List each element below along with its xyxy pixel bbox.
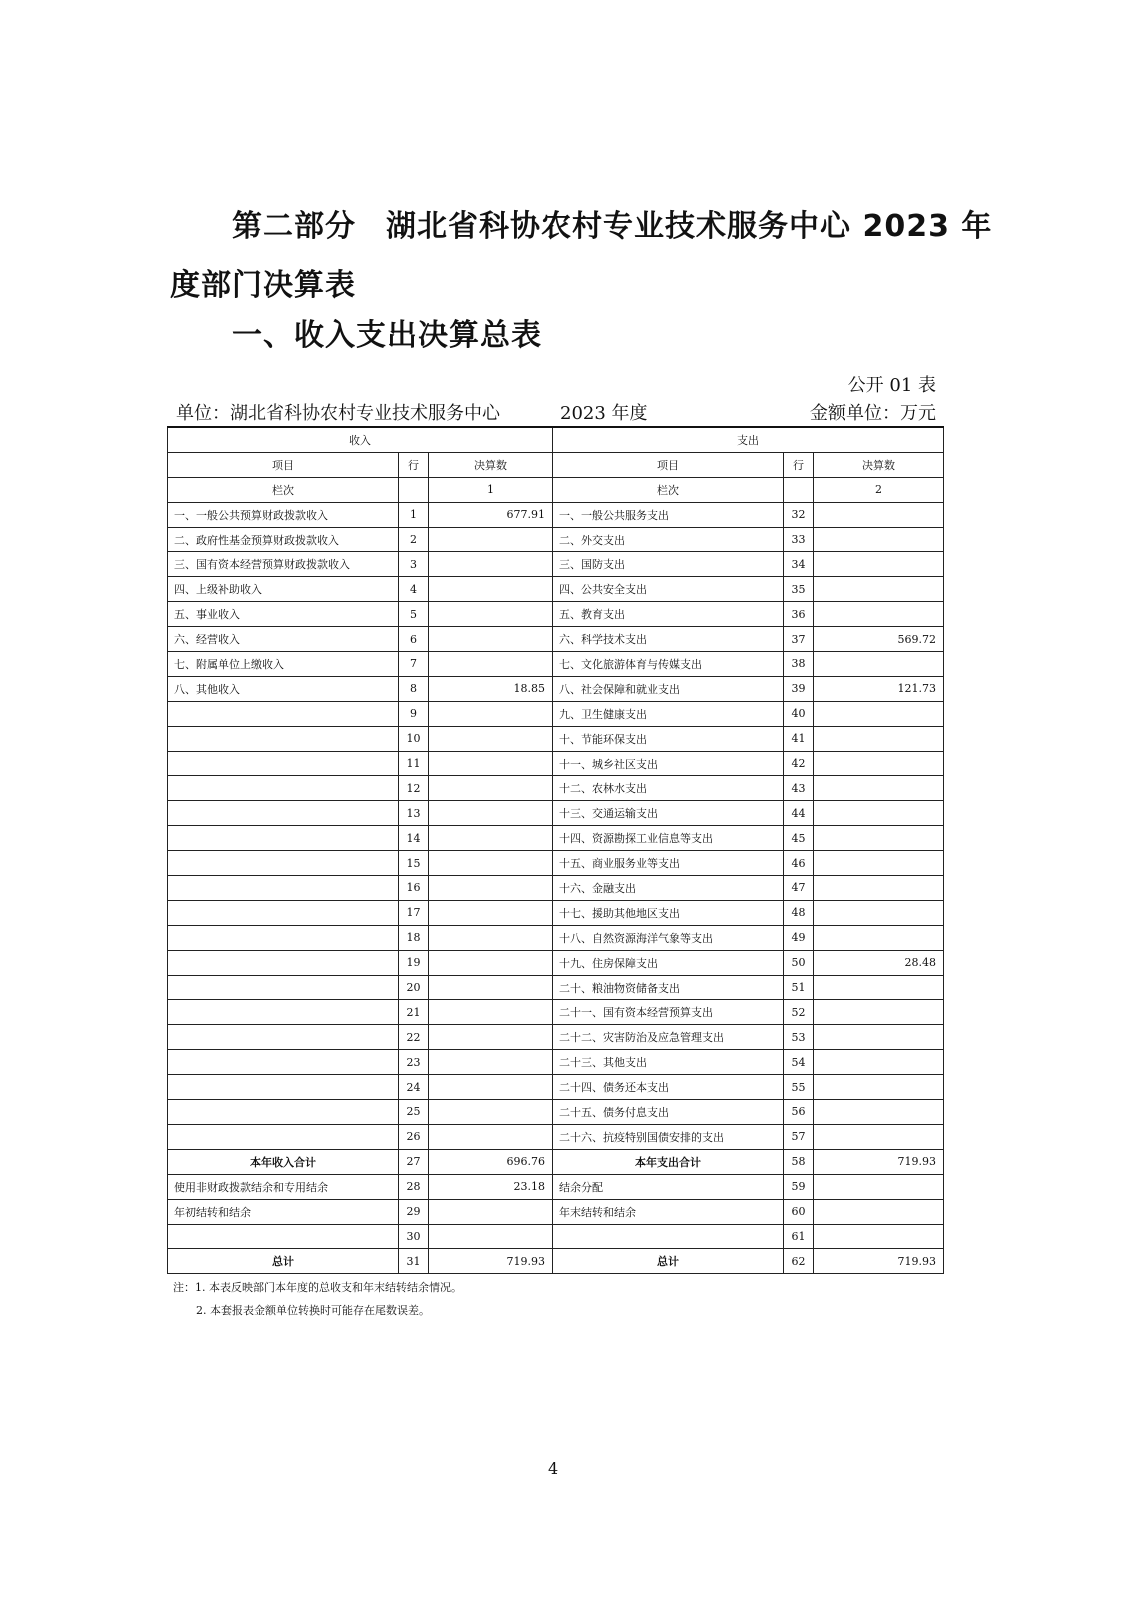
section-title: 一、收入支出决算总表 xyxy=(232,318,542,353)
income-item-cell: 四、上级补助收入 xyxy=(168,577,399,602)
income-line-cell: 12 xyxy=(399,776,429,801)
expense-amount-cell: 719.93 xyxy=(814,1149,944,1174)
table-row xyxy=(168,1199,944,1224)
table-row xyxy=(168,975,944,1000)
income-amount-cell xyxy=(429,726,553,751)
expense-item-cell: 二十五、债务付息支出 xyxy=(553,1100,784,1125)
income-line-cell: 19 xyxy=(399,950,429,975)
table-meta xyxy=(176,399,936,423)
income-order-label: 栏次 xyxy=(168,477,399,502)
expense-amount-cell xyxy=(814,801,944,826)
income-amount-cell xyxy=(429,577,553,602)
income-amount-cell: 677.91 xyxy=(429,502,553,527)
income-amount-cell: 719.93 xyxy=(429,1249,553,1274)
expense-line-cell: 47 xyxy=(784,876,814,901)
income-line-cell: 21 xyxy=(399,1000,429,1025)
expense-line-cell: 52 xyxy=(784,1000,814,1025)
income-amount-cell xyxy=(429,851,553,876)
expense-line-header: 行 xyxy=(784,452,814,477)
expense-amount-cell xyxy=(814,1174,944,1199)
income-item-cell: 本年收入合计 xyxy=(168,1149,399,1174)
expense-line-cell: 40 xyxy=(784,701,814,726)
income-line-cell: 5 xyxy=(399,602,429,627)
expense-amount-cell xyxy=(814,502,944,527)
expense-line-cell: 59 xyxy=(784,1174,814,1199)
income-amount-cell xyxy=(429,1075,553,1100)
income-line-cell: 4 xyxy=(399,577,429,602)
expense-item-cell: 二十二、灾害防治及应急管理支出 xyxy=(553,1025,784,1050)
income-item-cell: 三、国有资本经营预算财政拨款收入 xyxy=(168,552,399,577)
table-row xyxy=(168,527,944,552)
expense-amount-cell xyxy=(814,1199,944,1224)
table-row xyxy=(168,851,944,876)
expense-item-cell: 十一、城乡社区支出 xyxy=(553,751,784,776)
expense-line-cell: 42 xyxy=(784,751,814,776)
income-item-cell xyxy=(168,925,399,950)
income-item-cell xyxy=(168,1100,399,1125)
expense-item-cell: 十五、商业服务业等支出 xyxy=(553,851,784,876)
expense-line-cell: 44 xyxy=(784,801,814,826)
income-item-cell xyxy=(168,851,399,876)
expense-amount-cell xyxy=(814,527,944,552)
expense-line-cell: 54 xyxy=(784,1050,814,1075)
income-amount-cell xyxy=(429,1124,553,1149)
table-column-header xyxy=(168,452,944,477)
expense-item-cell: 六、科学技术支出 xyxy=(553,627,784,652)
table-row xyxy=(168,1100,944,1125)
expense-line-cell: 45 xyxy=(784,826,814,851)
income-item-cell: 总计 xyxy=(168,1249,399,1274)
income-line-cell: 3 xyxy=(399,552,429,577)
income-amount-cell xyxy=(429,1224,553,1249)
expense-amount-cell: 569.72 xyxy=(814,627,944,652)
income-amount-cell xyxy=(429,552,553,577)
money-unit-label: 金额单位：万元 xyxy=(810,403,936,424)
expense-line-cell: 49 xyxy=(784,925,814,950)
expense-line-cell: 60 xyxy=(784,1199,814,1224)
table-row xyxy=(168,1124,944,1149)
expense-order-label: 栏次 xyxy=(553,477,784,502)
unit-label: 单位：湖北省科协农村专业技术服务中心 xyxy=(176,403,500,424)
expense-item-cell: 二十四、债务还本支出 xyxy=(553,1075,784,1100)
expense-item-cell: 二、外交支出 xyxy=(553,527,784,552)
table-group-header xyxy=(168,427,944,452)
expense-line-cell: 43 xyxy=(784,776,814,801)
income-item-cell xyxy=(168,1025,399,1050)
table-row xyxy=(168,1025,944,1050)
expense-amount-cell xyxy=(814,1124,944,1149)
expense-amount-cell xyxy=(814,1000,944,1025)
income-item-cell: 八、其他收入 xyxy=(168,676,399,701)
income-expense-table xyxy=(167,426,944,1274)
table-row xyxy=(168,552,944,577)
income-item-cell xyxy=(168,876,399,901)
income-line-cell: 28 xyxy=(399,1174,429,1199)
table-row xyxy=(168,1149,944,1174)
income-line-cell: 16 xyxy=(399,876,429,901)
expense-item-cell: 总计 xyxy=(553,1249,784,1274)
expense-item-cell: 二十六、抗疫特别国债安排的支出 xyxy=(553,1124,784,1149)
table-row xyxy=(168,627,944,652)
expense-line-cell: 33 xyxy=(784,527,814,552)
expense-amount-cell xyxy=(814,876,944,901)
income-item-cell: 七、附属单位上缴收入 xyxy=(168,652,399,677)
income-amount-cell xyxy=(429,1100,553,1125)
income-item-cell xyxy=(168,751,399,776)
table-row xyxy=(168,602,944,627)
income-amount-cell xyxy=(429,950,553,975)
income-amount-cell xyxy=(429,1199,553,1224)
table-row xyxy=(168,652,944,677)
table-row xyxy=(168,701,944,726)
expense-amount-cell xyxy=(814,577,944,602)
expense-amount-cell xyxy=(814,925,944,950)
income-amount-cell xyxy=(429,751,553,776)
expense-line-cell: 53 xyxy=(784,1025,814,1050)
income-item-cell xyxy=(168,900,399,925)
income-item-cell xyxy=(168,1050,399,1075)
income-line-cell: 18 xyxy=(399,925,429,950)
expense-line-cell: 34 xyxy=(784,552,814,577)
expense-line-cell: 38 xyxy=(784,652,814,677)
expense-line-cell: 56 xyxy=(784,1100,814,1125)
income-line-cell: 14 xyxy=(399,826,429,851)
income-line-cell: 25 xyxy=(399,1100,429,1125)
expense-amount-header: 决算数 xyxy=(814,452,944,477)
expense-line-cell: 61 xyxy=(784,1224,814,1249)
expense-line-cell: 50 xyxy=(784,950,814,975)
income-line-cell: 23 xyxy=(399,1050,429,1075)
expense-line-cell: 62 xyxy=(784,1249,814,1274)
year-label: 2023 年度 xyxy=(560,403,648,424)
expense-item-cell: 十四、资源勘探工业信息等支出 xyxy=(553,826,784,851)
expense-item-cell: 二十三、其他支出 xyxy=(553,1050,784,1075)
table-row xyxy=(168,1174,944,1199)
income-line-cell: 6 xyxy=(399,627,429,652)
income-line-cell: 26 xyxy=(399,1124,429,1149)
table-row xyxy=(168,876,944,901)
income-line-cell: 13 xyxy=(399,801,429,826)
table-row xyxy=(168,801,944,826)
income-line-cell: 1 xyxy=(399,502,429,527)
table-order-row xyxy=(168,477,944,502)
table-row xyxy=(168,1249,944,1274)
expense-item-cell: 结余分配 xyxy=(553,1174,784,1199)
income-line-cell: 11 xyxy=(399,751,429,776)
expense-amount-cell xyxy=(814,975,944,1000)
table-row xyxy=(168,726,944,751)
income-amount-cell: 23.18 xyxy=(429,1174,553,1199)
expense-group-header: 支出 xyxy=(553,427,944,452)
income-amount-cell xyxy=(429,826,553,851)
income-line-cell: 20 xyxy=(399,975,429,1000)
expense-line-cell: 36 xyxy=(784,602,814,627)
expense-amount-cell: 28.48 xyxy=(814,950,944,975)
expense-amount-cell xyxy=(814,826,944,851)
table-row xyxy=(168,676,944,701)
income-amount-cell xyxy=(429,701,553,726)
income-amount-cell xyxy=(429,602,553,627)
expense-amount-cell xyxy=(814,652,944,677)
income-order-line xyxy=(399,477,429,502)
income-amount-cell xyxy=(429,776,553,801)
income-amount-cell xyxy=(429,1050,553,1075)
income-line-cell: 31 xyxy=(399,1249,429,1274)
expense-item-cell: 本年支出合计 xyxy=(553,1149,784,1174)
expense-amount-cell xyxy=(814,726,944,751)
table-row xyxy=(168,776,944,801)
expense-item-cell xyxy=(553,1224,784,1249)
expense-line-cell: 37 xyxy=(784,627,814,652)
expense-amount-cell xyxy=(814,900,944,925)
income-amount-cell xyxy=(429,876,553,901)
note-1: 注：1. 本表反映部门本年度的总收支和年末结转结余情况。 xyxy=(173,1281,462,1294)
income-line-cell: 27 xyxy=(399,1149,429,1174)
income-line-cell: 8 xyxy=(399,676,429,701)
expense-amount-cell xyxy=(814,1050,944,1075)
income-item-cell xyxy=(168,726,399,751)
table-row xyxy=(168,900,944,925)
expense-line-cell: 35 xyxy=(784,577,814,602)
expense-item-cell: 七、文化旅游体育与传媒支出 xyxy=(553,652,784,677)
org-title: 湖北省科协农村专业技术服务中心 2023 年 xyxy=(386,209,993,244)
table-row xyxy=(168,950,944,975)
income-item-cell: 一、一般公共预算财政拨款收入 xyxy=(168,502,399,527)
income-item-header: 项目 xyxy=(168,452,399,477)
income-amount-cell xyxy=(429,1000,553,1025)
income-group-header: 收入 xyxy=(168,427,553,452)
income-item-cell: 二、政府性基金预算财政拨款收入 xyxy=(168,527,399,552)
table-row xyxy=(168,577,944,602)
table-row xyxy=(168,826,944,851)
table-row xyxy=(168,1050,944,1075)
income-item-cell xyxy=(168,1075,399,1100)
income-item-cell: 使用非财政拨款结余和专用结余 xyxy=(168,1174,399,1199)
income-amount-cell xyxy=(429,1025,553,1050)
income-item-cell xyxy=(168,826,399,851)
expense-amount-cell xyxy=(814,1075,944,1100)
expense-amount-cell xyxy=(814,701,944,726)
expense-line-cell: 51 xyxy=(784,975,814,1000)
income-line-cell: 15 xyxy=(399,851,429,876)
expense-amount-cell xyxy=(814,1100,944,1125)
expense-amount-cell xyxy=(814,552,944,577)
table-row xyxy=(168,1224,944,1249)
expense-amount-cell xyxy=(814,602,944,627)
expense-amount-cell xyxy=(814,1025,944,1050)
income-item-cell: 年初结转和结余 xyxy=(168,1199,399,1224)
expense-line-cell: 32 xyxy=(784,502,814,527)
expense-order-line xyxy=(784,477,814,502)
expense-line-cell: 46 xyxy=(784,851,814,876)
income-amount-cell xyxy=(429,652,553,677)
table-row xyxy=(168,751,944,776)
income-amount-cell: 18.85 xyxy=(429,676,553,701)
expense-item-cell: 二十、粮油物资储备支出 xyxy=(553,975,784,1000)
expense-line-cell: 48 xyxy=(784,900,814,925)
income-item-cell xyxy=(168,801,399,826)
expense-item-cell: 二十一、国有资本经营预算支出 xyxy=(553,1000,784,1025)
expense-amount-cell xyxy=(814,851,944,876)
income-item-cell xyxy=(168,1224,399,1249)
income-item-cell xyxy=(168,1000,399,1025)
expense-amount-cell xyxy=(814,776,944,801)
income-amount-cell xyxy=(429,975,553,1000)
table-row xyxy=(168,925,944,950)
income-item-cell xyxy=(168,701,399,726)
income-item-cell xyxy=(168,950,399,975)
expense-item-cell: 十三、交通运输支出 xyxy=(553,801,784,826)
income-line-cell: 10 xyxy=(399,726,429,751)
expense-item-cell: 九、卫生健康支出 xyxy=(553,701,784,726)
income-amount-cell xyxy=(429,801,553,826)
expense-item-cell: 十八、自然资源海洋气象等支出 xyxy=(553,925,784,950)
income-line-cell: 7 xyxy=(399,652,429,677)
income-item-cell xyxy=(168,1124,399,1149)
income-amount-cell xyxy=(429,527,553,552)
page-number: 4 xyxy=(548,1459,559,1478)
expense-item-cell: 十、节能环保支出 xyxy=(553,726,784,751)
income-item-cell xyxy=(168,776,399,801)
income-line-cell: 22 xyxy=(399,1025,429,1050)
income-line-cell: 24 xyxy=(399,1075,429,1100)
expense-item-header: 项目 xyxy=(553,452,784,477)
income-line-header: 行 xyxy=(399,452,429,477)
income-amount-header: 决算数 xyxy=(429,452,553,477)
expense-item-cell: 四、公共安全支出 xyxy=(553,577,784,602)
income-amount-cell xyxy=(429,900,553,925)
expense-line-cell: 57 xyxy=(784,1124,814,1149)
part-label: 第二部分 xyxy=(232,209,356,244)
table-row xyxy=(168,1000,944,1025)
income-amount-cell xyxy=(429,627,553,652)
income-item-cell: 六、经营收入 xyxy=(168,627,399,652)
income-amount-cell xyxy=(429,925,553,950)
expense-amount-cell xyxy=(814,1224,944,1249)
heading-part xyxy=(232,201,992,245)
expense-amount-cell xyxy=(814,751,944,776)
expense-amount-cell: 121.73 xyxy=(814,676,944,701)
income-line-cell: 9 xyxy=(399,701,429,726)
income-order-number: 1 xyxy=(429,477,553,502)
heading-continuation: 度部门决算表 xyxy=(170,268,356,303)
income-line-cell: 17 xyxy=(399,900,429,925)
expense-item-cell: 一、一般公共服务支出 xyxy=(553,502,784,527)
expense-line-cell: 41 xyxy=(784,726,814,751)
expense-item-cell: 年末结转和结余 xyxy=(553,1199,784,1224)
income-line-cell: 2 xyxy=(399,527,429,552)
table-code: 公开 01 表 xyxy=(847,375,936,396)
expense-item-cell: 十二、农林水支出 xyxy=(553,776,784,801)
expense-item-cell: 八、社会保障和就业支出 xyxy=(553,676,784,701)
income-amount-cell: 696.76 xyxy=(429,1149,553,1174)
expense-item-cell: 十六、金融支出 xyxy=(553,876,784,901)
income-item-cell xyxy=(168,975,399,1000)
expense-item-cell: 十七、援助其他地区支出 xyxy=(553,900,784,925)
expense-line-cell: 39 xyxy=(784,676,814,701)
expense-item-cell: 五、教育支出 xyxy=(553,602,784,627)
expense-order-number: 2 xyxy=(814,477,944,502)
note-2: 2. 本套报表金额单位转换时可能存在尾数误差。 xyxy=(196,1304,430,1317)
income-line-cell: 30 xyxy=(399,1224,429,1249)
table-row xyxy=(168,502,944,527)
expense-item-cell: 三、国防支出 xyxy=(553,552,784,577)
income-line-cell: 29 xyxy=(399,1199,429,1224)
expense-line-cell: 58 xyxy=(784,1149,814,1174)
expense-amount-cell: 719.93 xyxy=(814,1249,944,1274)
table-row xyxy=(168,1075,944,1100)
expense-line-cell: 55 xyxy=(784,1075,814,1100)
expense-item-cell: 十九、住房保障支出 xyxy=(553,950,784,975)
income-item-cell: 五、事业收入 xyxy=(168,602,399,627)
